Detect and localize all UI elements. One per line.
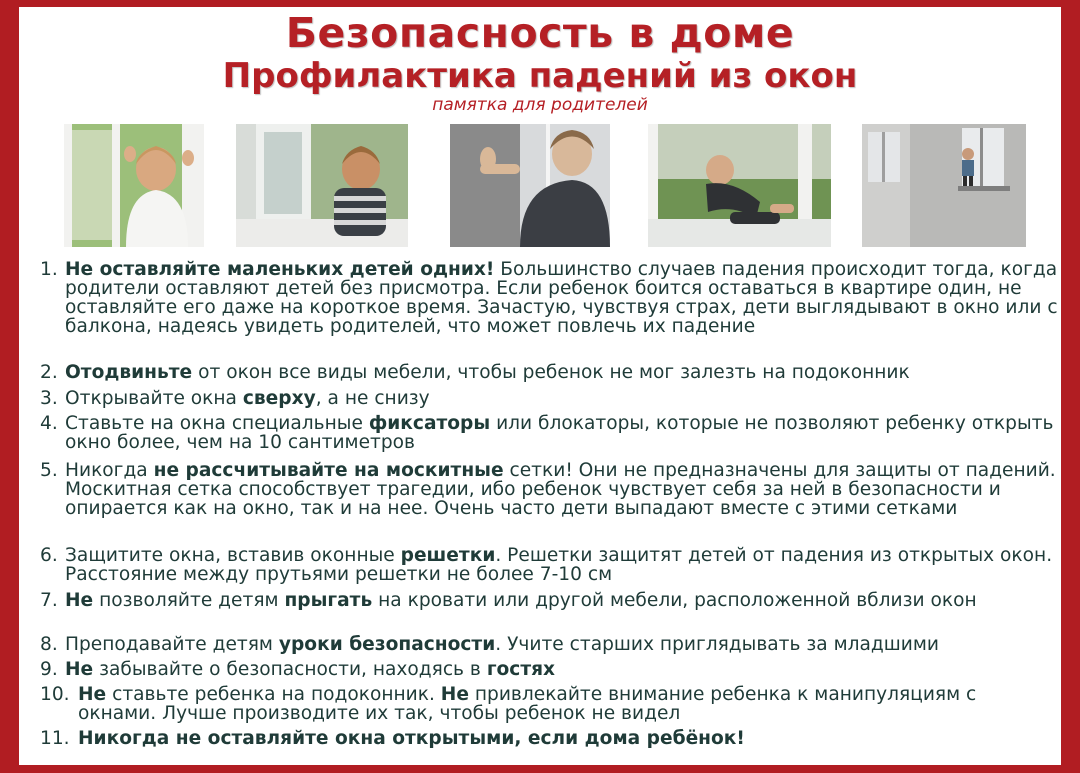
item-number: 10. [40, 684, 70, 705]
item-text [65, 260, 1060, 336]
item-emphasis: гостях [486, 659, 556, 680]
item-emphasis: Никогда не оставляйте окна открытыми, если дома ребёнок! [78, 728, 745, 749]
item-text-part: Защитите окна, вставив оконные [65, 545, 401, 566]
item-text [65, 414, 1060, 452]
item-text-part: Никогда [65, 460, 154, 481]
photo-child-on-building-ledge [862, 124, 1026, 247]
page-subtitle: Профилактика падений из окон [222, 56, 858, 96]
list-item [40, 591, 977, 610]
poster-sheet [19, 7, 1061, 765]
item-text-part: Ставьте на окна специальные [65, 413, 369, 434]
item-emphasis: Отодвиньте [65, 362, 193, 383]
item-emphasis: Не [65, 590, 94, 611]
item-text-part: на кровати или другой мебели, расположенной вблизи окон [372, 590, 977, 611]
photo-child-at-open-window [236, 124, 408, 247]
photo-child-pressing-glass [450, 124, 610, 247]
item-number: 2. [40, 362, 58, 383]
item-text [65, 635, 939, 654]
list-item [40, 389, 430, 408]
item-number: 11. [40, 728, 70, 749]
item-text-part: , а не снизу [315, 388, 430, 409]
item-number: 8. [40, 634, 58, 655]
item-text-part: позволяйте детям [93, 590, 285, 611]
item-emphasis: Не [440, 684, 469, 705]
item-text-part: сетки! Они не предназначены для защиты от падений. Москитная сетка способствует трагедии, ибо ребенок чувствует себя за ней в безопасности и опирается как на окно, так и на нее. Очень часто дети выпадают вместе с этими сетками [65, 460, 1056, 519]
item-text [65, 389, 430, 408]
item-emphasis: Не оставляйте маленьких детей одних! [65, 259, 495, 280]
item-emphasis: Не [78, 684, 107, 705]
item-text [65, 363, 910, 382]
item-number: 5. [40, 460, 58, 481]
item-number: 7. [40, 590, 58, 611]
item-text-part: привлекайте внимание ребенка к манипуляциям с окнами. Лучше производите их так, чтобы ребенок не видел [78, 684, 977, 724]
list-item [40, 461, 1060, 518]
item-text-part: Большинство случаев падения происходит тогда, когда родители оставляют детей без присмотра. Если ребенок боится оставаться в квартире один, не оставляйте его даже на короткое время. Зачастую, чувствуя страх, дети выглядывают в окно или с балкона, надеясь увидеть родителей, что может повлечь их падение [65, 259, 1058, 337]
item-number: 6. [40, 545, 58, 566]
item-text-part: от окон все виды мебели, чтобы ребенок не мог залезть на подоконник [192, 362, 910, 383]
list-item [40, 685, 1060, 723]
photo-child-climbing-out-window [648, 124, 831, 247]
page-note: памятка для родителей [432, 95, 648, 115]
item-text-part: ставьте ребенка на подоконник. [106, 684, 441, 705]
list-item [40, 660, 555, 679]
list-item [40, 546, 1060, 584]
item-emphasis: уроки безопасности [278, 634, 496, 655]
item-emphasis: решетки [400, 545, 496, 566]
item-number: 9. [40, 659, 58, 680]
item-text-part: . Решетки защитят детей от падения из открытых окон. Расстояние между прутьями решетки не более 7-10 см [65, 545, 1053, 585]
item-text-part: забывайте о безопасности, находясь в [93, 659, 487, 680]
photo-toddler-at-window [64, 124, 204, 247]
item-text [78, 685, 1060, 723]
item-number: 1. [40, 259, 58, 280]
item-text [65, 546, 1060, 584]
item-text-part: Открывайте окна [65, 388, 243, 409]
list-item [40, 729, 745, 748]
list-item [40, 414, 1060, 452]
item-text-part: . Учите старших приглядывать за младшими [495, 634, 939, 655]
item-text-part: или блокаторы, которые не позволяют ребенку открыть окно более, чем на 10 сантиметров [65, 413, 1054, 453]
list-item [40, 260, 1060, 336]
item-emphasis: не рассчитывайте на москитные [153, 460, 504, 481]
item-emphasis: Не [65, 659, 94, 680]
item-text [65, 660, 555, 679]
item-emphasis: фиксаторы [368, 413, 491, 434]
list-item [40, 635, 939, 654]
item-text [78, 729, 745, 748]
list-item [40, 363, 910, 382]
item-emphasis: сверху [242, 388, 316, 409]
item-text [65, 591, 977, 610]
item-text-part: Преподавайте детям [65, 634, 279, 655]
page-title: Безопасность в доме [285, 9, 795, 57]
item-number: 3. [40, 388, 58, 409]
item-emphasis: прыгать [284, 590, 373, 611]
item-number: 4. [40, 413, 58, 434]
item-text [65, 461, 1060, 518]
